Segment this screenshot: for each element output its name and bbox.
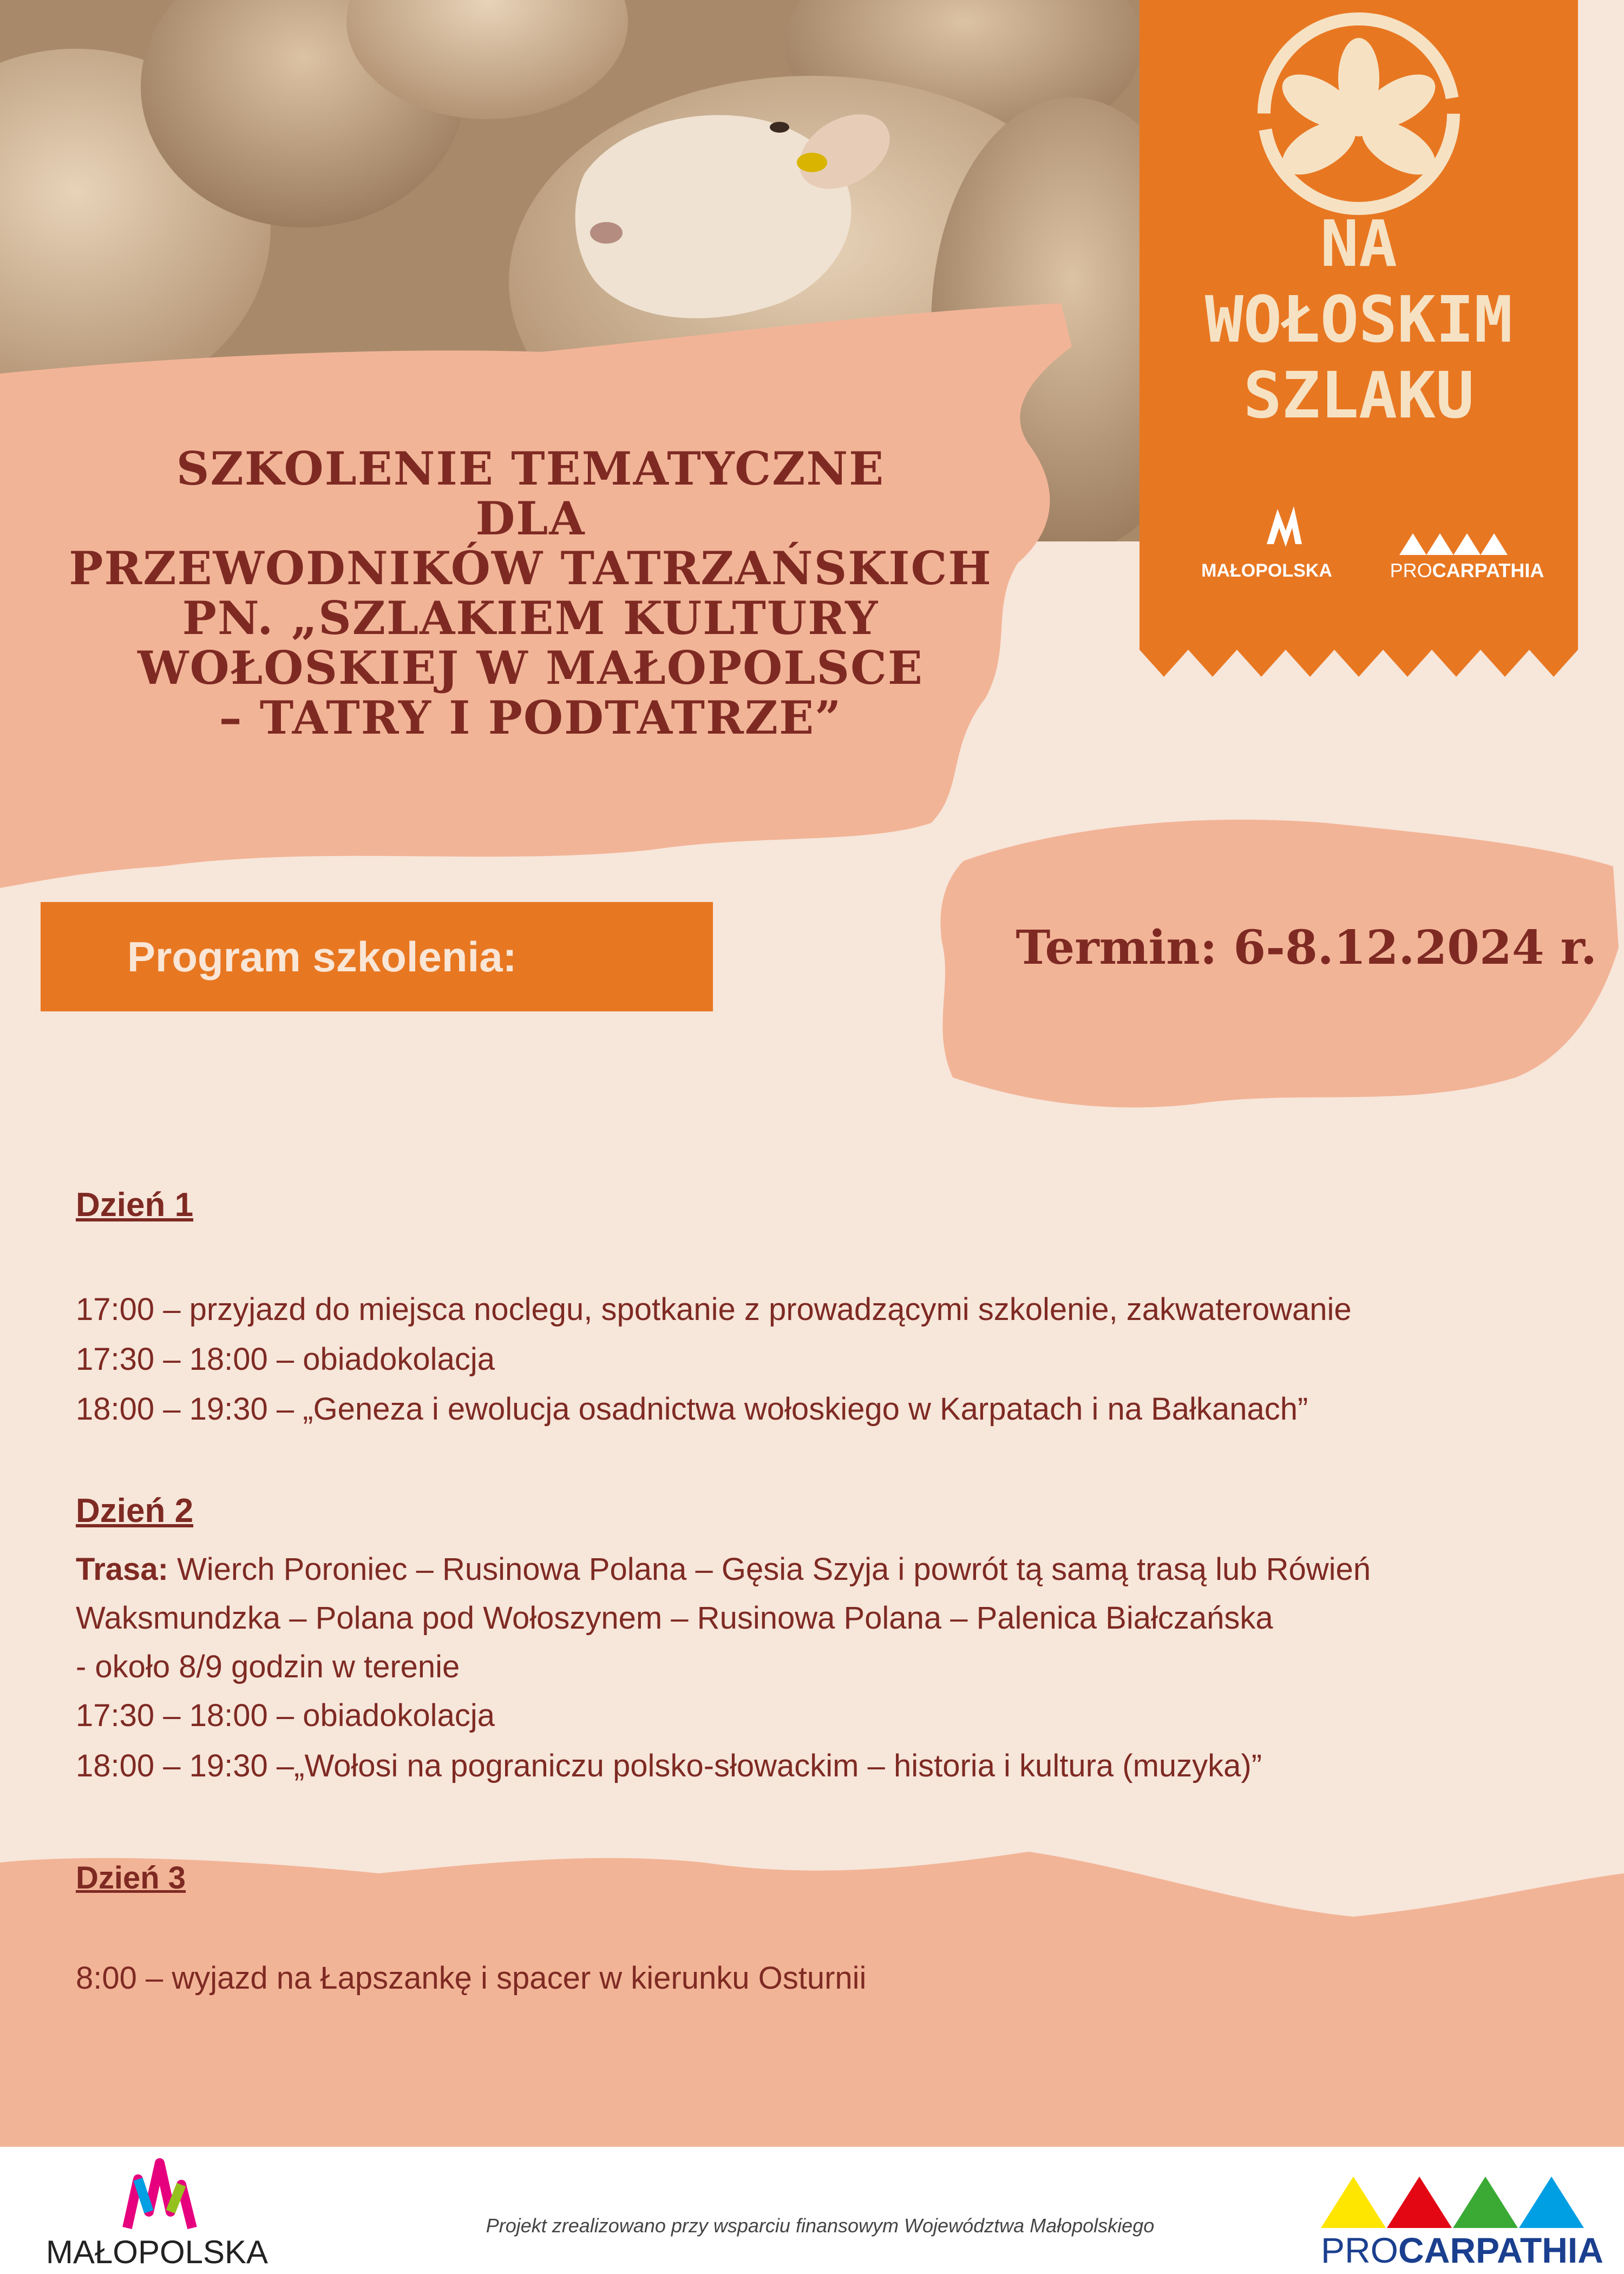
- procarpathia-logo-icon: [1321, 2174, 1586, 2231]
- badge-logo-right-text: [1386, 559, 1548, 582]
- day-2-route-line-1: [76, 1551, 1371, 1587]
- badge-logo-left-text: MAŁOPOLSKA: [1201, 560, 1332, 581]
- day-2-heading: Dzień 2: [76, 1492, 194, 1530]
- title-line-3: PRZEWODNIKÓW TATRZAŃSKICH: [69, 541, 992, 595]
- route-label: Trasa:: [76, 1552, 168, 1587]
- program-label: Program szkolenia:: [127, 933, 517, 981]
- day-2-line-1: 17:30 – 18:00 – obiadokolacja: [76, 1698, 495, 1733]
- title-line-6: – TATRY I PODTATRZE”: [219, 691, 842, 744]
- title-line-5: WOŁOSKIEJ W MAŁOPOLSCE: [137, 641, 924, 695]
- day-1-line-2: 17:30 – 18:00 – obiadokolacja: [76, 1342, 495, 1377]
- funding-note: Projekt zrealizowano przy wsparciu finansowym Województwa Małopolskiego: [486, 2214, 1155, 2237]
- malopolska-logo-icon: [116, 2152, 203, 2233]
- day-1-heading: Dzień 1: [76, 1186, 194, 1224]
- title-line-2: DLA: [475, 492, 586, 545]
- event-date: Termin: 6-8.12.2024 r.: [1016, 920, 1597, 975]
- badge-logo-right-pre: PRO: [1390, 559, 1432, 581]
- day-3-line-1: 8:00 – wyjazd na Łapszankę i spacer w kierunku Osturnii: [76, 1961, 867, 1996]
- footer-logo-right-pre: PRO: [1321, 2230, 1399, 2270]
- day-2-route-line-2: Waksmundzka – Polana pod Wołoszynem – Rusinowa Polana – Palenica Białczańska: [76, 1600, 1273, 1636]
- badge-line-3: SZLAKU: [1243, 358, 1475, 433]
- footer-logo-right-text: [1321, 2230, 1603, 2271]
- day-2-line-2: 18:00 – 19:30 –„Wołosi na pograniczu polsko-słowackim – historia i kultura (muzyka)”: [76, 1748, 1262, 1783]
- title-line-1: SZKOLENIE TEMATYCZNE: [176, 442, 885, 495]
- badge-title: [1140, 206, 1578, 433]
- badge-line-1: NA: [1320, 206, 1398, 281]
- title-line-4: PN. „SZLAKIEM KULTURY: [182, 591, 879, 645]
- footer-logo-left-text: MAŁOPOLSKA: [45, 2234, 269, 2270]
- day-1-line-1: 17:00 – przyjazd do miejsca noclegu, spotkanie z prowadzącymi szkolenie, zakwaterowanie: [76, 1292, 1352, 1327]
- event-title: [22, 444, 1039, 743]
- badge-logo-right-main: CARPATHIA: [1432, 559, 1544, 581]
- footer-logo-right-main: CARPATHIA: [1398, 2230, 1603, 2270]
- day-2-route-line-3: - około 8/9 godzin w terenie: [76, 1649, 460, 1684]
- day-1-line-3: 18:00 – 19:30 – „Geneza i ewolucja osadnictwa wołoskiego w Karpatach i na Bałkanach”: [76, 1391, 1308, 1427]
- day-3-heading: Dzień 3: [76, 1860, 186, 1896]
- badge-line-2: WOŁOSKIM: [1204, 282, 1513, 357]
- route-text: Wierch Poroniec – Rusinowa Polana – Gęsia Szyja i powrót tą samą trasą lub Rówień: [168, 1552, 1371, 1587]
